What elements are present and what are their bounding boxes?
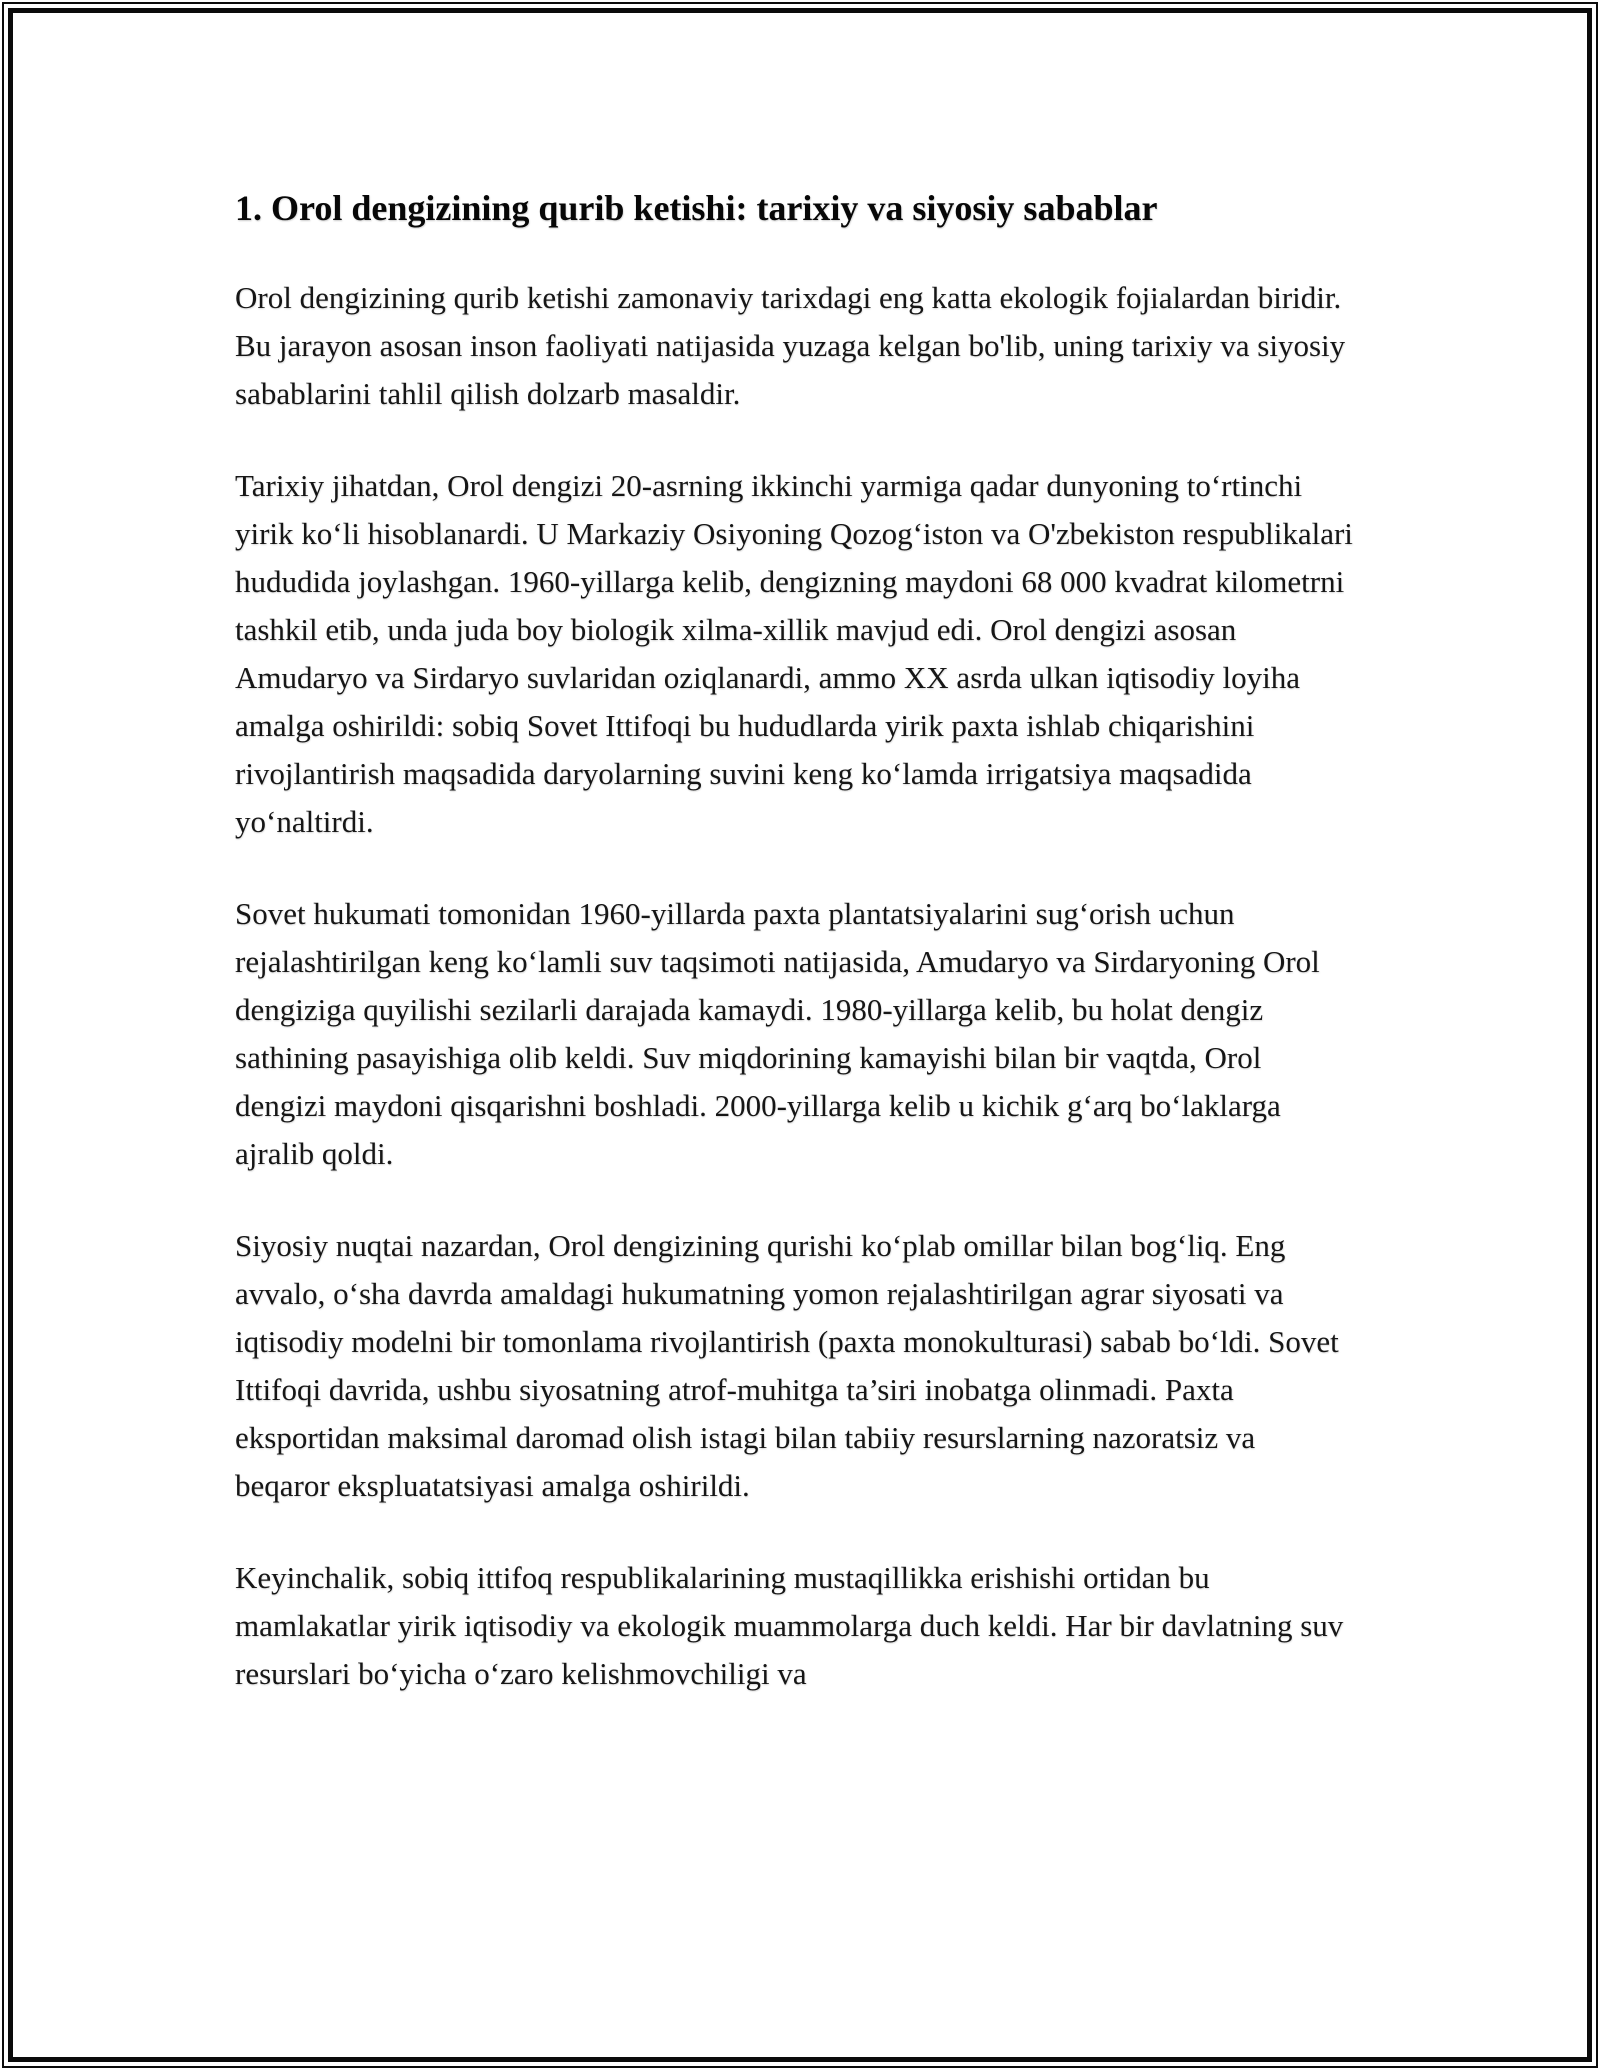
paragraph-soviet-water-distribution: Sovet hukumati tomonidan 1960-yillarda paxta plantatsiyalarini sugʻorish uchun rejalashtirilgan keng koʻlamli suv taqsimoti natijasida, Amudaryo va Sirdaryoning Orol dengiziga quyilishi sezilarli darajada kamaydi. 1980-yillarga kelib, bu holat dengiz sathining pasayishiga olib keldi. Suv miqdorining kamayishi bilan bir vaqtda, Orol dengizi maydoni qisqarishni boshladi. 2000-yillarga kelib u kichik gʻarq boʻlaklarga ajralib qoldi. <box>235 896 1320 1171</box>
paragraph-intro: Orol dengizining qurib ketishi zamonaviy tarixdagi eng katta ekologik fojialardan biridir. Bu jarayon asosan inson faoliyati natijasida yuzaga kelgan bo'lib, uning tarixiy va siyosiy sabablarini tahlil qilish dolzarb masaldir. <box>235 280 1346 411</box>
paragraph-historical-background: Tarixiy jihatdan, Orol dengizi 20-asrning ikkinchi yarmiga qadar dunyoning toʻrtinchi yirik koʻli hisoblanardi. U Markaziy Osiyoning Qozogʻiston va O'zbekiston respublikalari hududida joylashgan. 1960-yillarga kelib, dengizning maydoni 68 000 kvadrat kilometrni tashkil etib, unda juda boy biologik xilma-xillik mavjud edi. Orol dengizi asosan Amudaryo va Sirdaryo suvlaridan oziqlanardi, ammo XX asrda ulkan iqtisodiy loyiha amalga oshirildi: sobiq Sovet Ittifoqi bu hududlarda yirik paxta ishlab chiqarishini rivojlantirish maqsadida daryolarning suvini keng koʻlamda irrigatsiya maqsadida yoʻnaltirdi. <box>235 468 1353 839</box>
page-title: 1. Orol dengizining qurib ketishi: tarixiy va siyosiy sabablar <box>235 188 1158 228</box>
document-content <box>235 186 1355 1742</box>
paragraph-post-independence: Keyinchalik, sobiq ittifoq respublikalarining mustaqillikka erishishi ortidan bu mamlakatlar yirik iqtisodiy va ekologik muammolarga duch keldi. Har bir davlatning suv resurslari boʻyicha oʻzaro kelishmovchiligi va <box>235 1560 1344 1691</box>
paragraph-political-causes: Siyosiy nuqtai nazardan, Orol dengizining qurishi koʻplab omillar bilan bogʻliq. Eng avvalo, oʻsha davrda amaldagi hukumatning yomon rejalashtirilgan agrar siyosati va iqtisodiy modelni bir tomonlama rivojlantirish (paxta monokulturasi) sabab boʻldi. Sovet Ittifoqi davrida, ushbu siyosatning atrof-muhitga ta’siri inobatga olinmadi. Paxta eksportidan maksimal daromad olish istagi bilan tabiiy resurslarning nazoratsiz va beqaror ekspluatatsiyasi amalga oshirildi. <box>235 1228 1339 1503</box>
